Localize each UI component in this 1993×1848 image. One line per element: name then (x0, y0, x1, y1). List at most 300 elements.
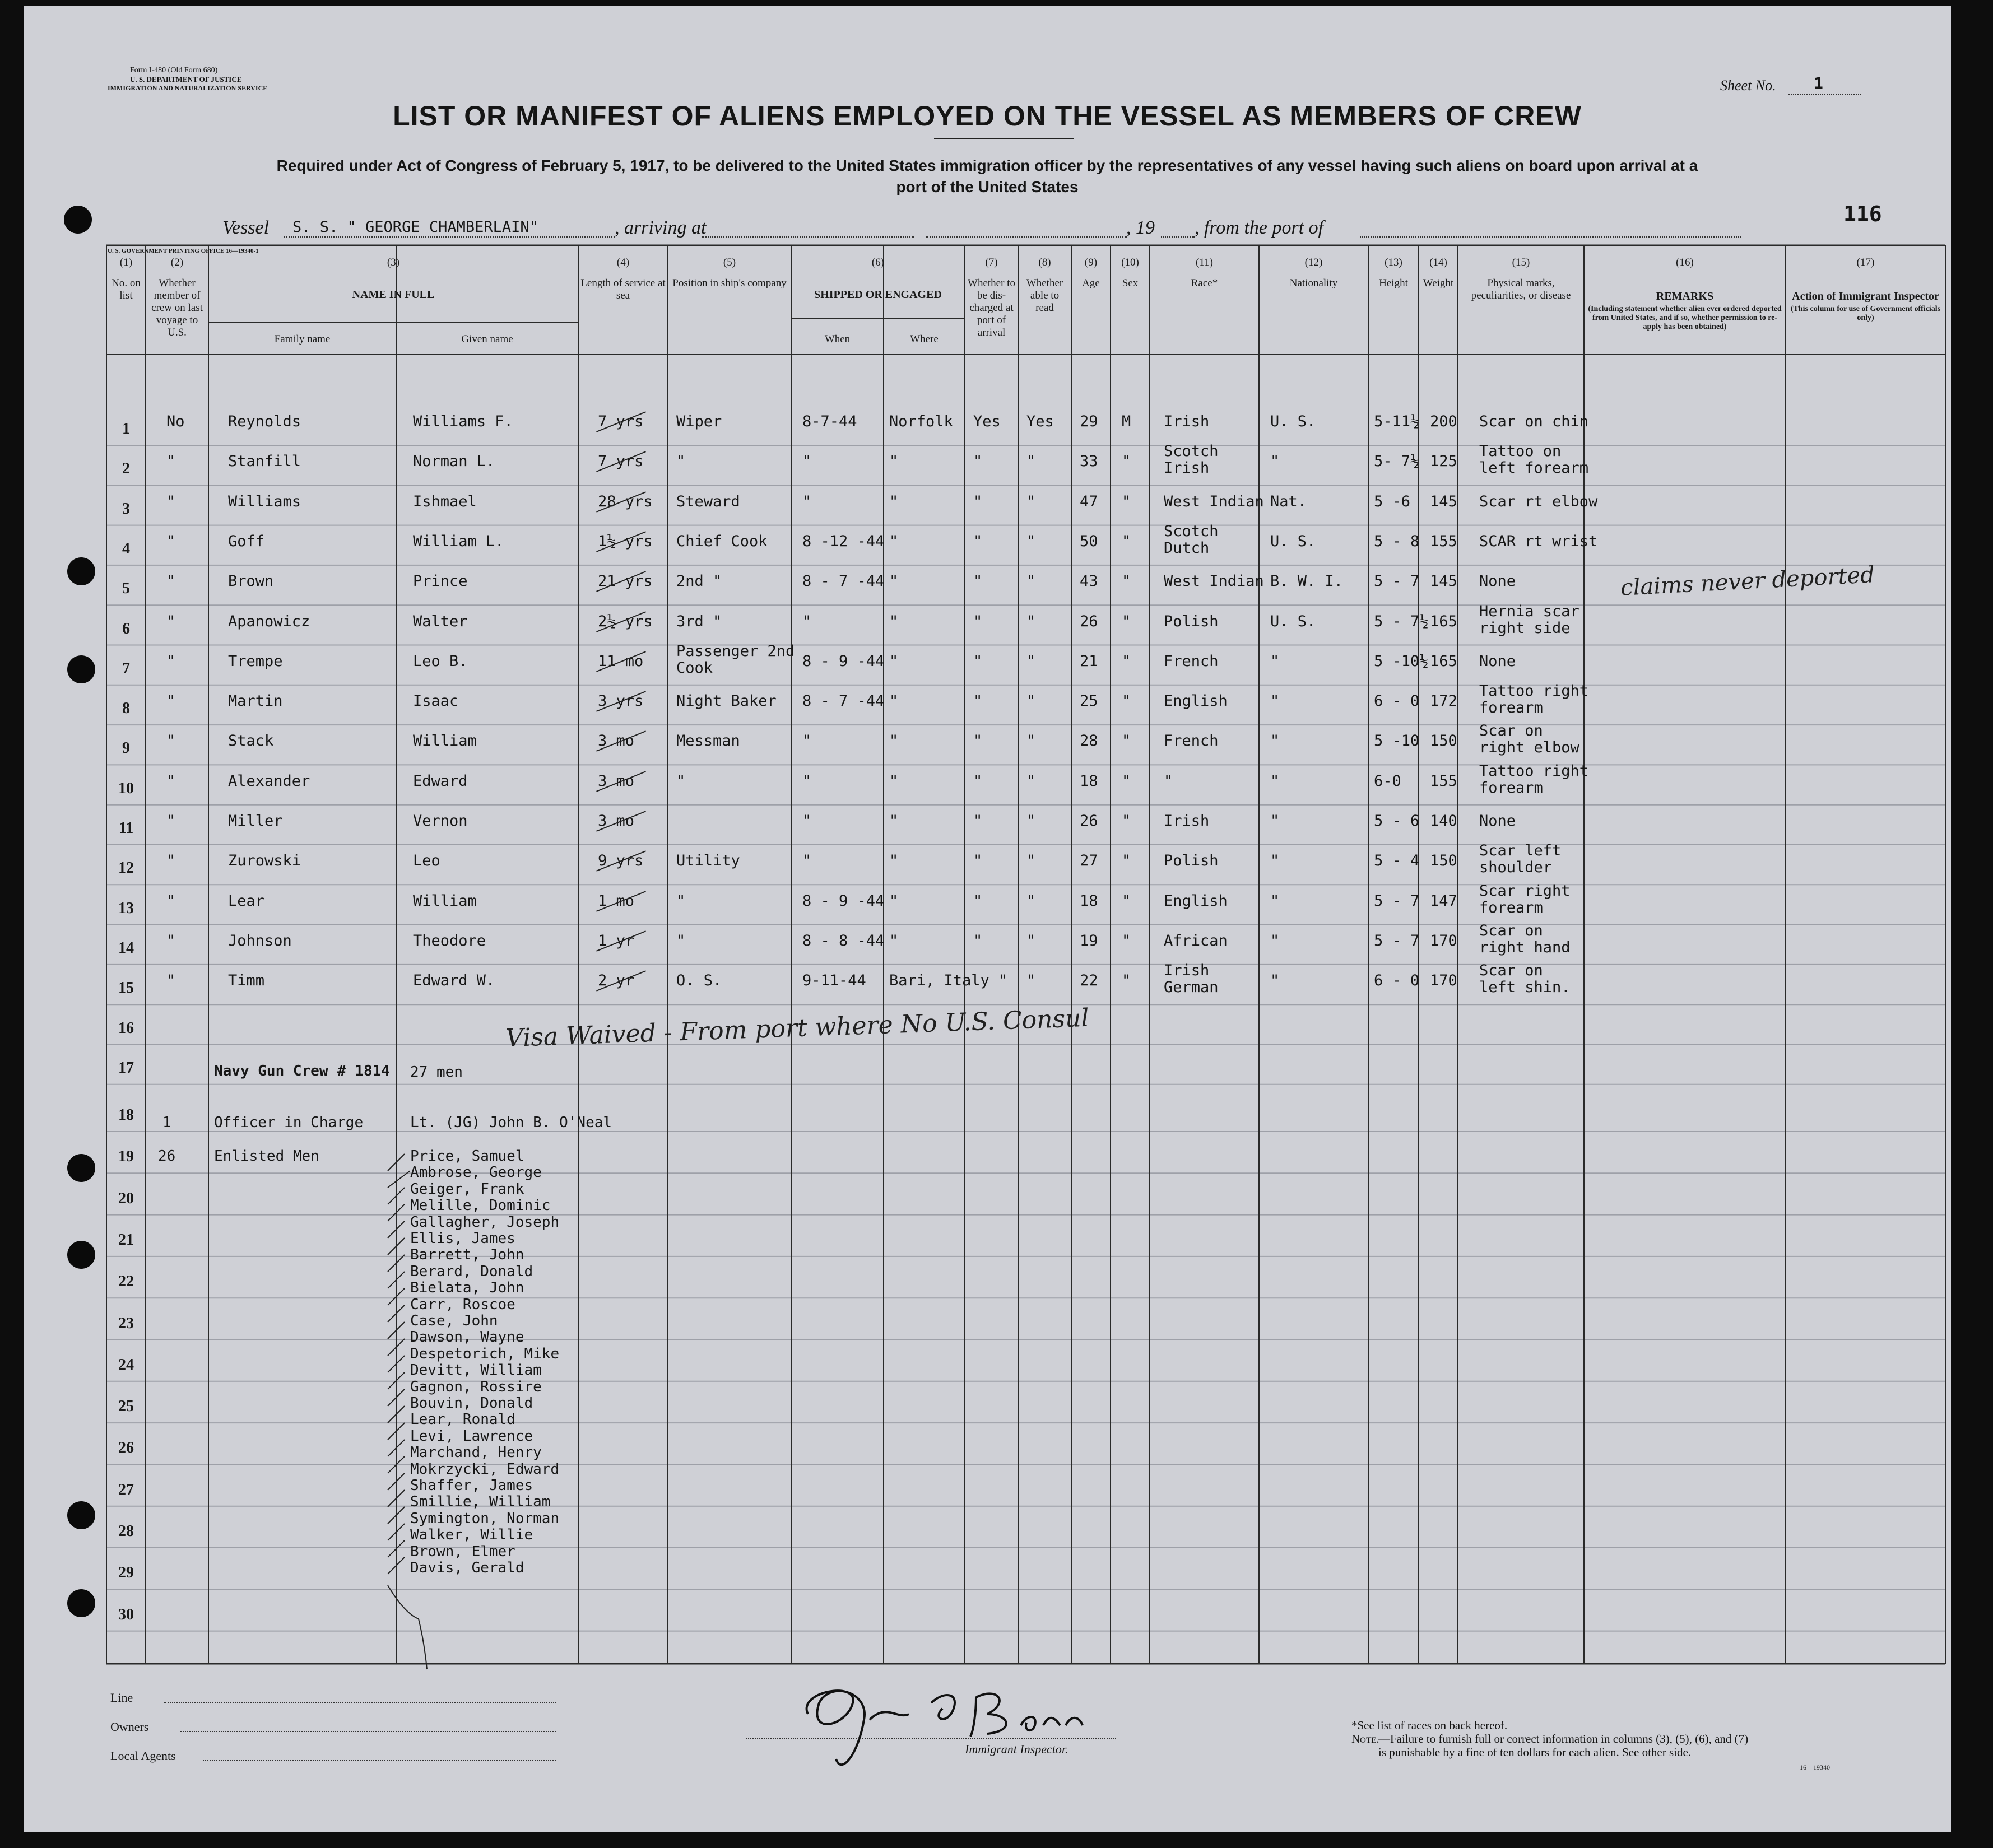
cell-read: " (1026, 932, 1036, 949)
cell-read: " (1026, 652, 1036, 670)
cell-height: 5 - 6 (1374, 812, 1420, 830)
cell-age: 29 (1080, 413, 1098, 430)
cell-family: Timm (228, 972, 265, 990)
column-subheader: When (824, 333, 851, 345)
enlisted-count: 26 (158, 1148, 176, 1165)
cell-weight: 155 (1430, 532, 1457, 550)
cell-when: " (802, 612, 812, 630)
cell-marks (1479, 883, 1571, 916)
cell-discharged: " (973, 892, 983, 910)
cell-family: Williams (228, 492, 301, 510)
owners-field (180, 1731, 556, 1732)
cell-last: " (166, 772, 176, 790)
cell-nationality: " (1270, 812, 1280, 830)
row-number: 12 (118, 859, 134, 877)
cell-age: 50 (1080, 532, 1098, 550)
cell-discharged: " (973, 612, 983, 630)
cell-discharged: Yes (973, 413, 1001, 430)
sheet-label: Sheet No. (1720, 77, 1776, 94)
cell-nationality: Nat. (1270, 492, 1307, 510)
cell-height: 5- 7½ (1374, 453, 1420, 471)
enlisted-name: Case, John (410, 1312, 498, 1329)
cell-family: Brown (228, 572, 274, 590)
cell-line: Tattoo right (1479, 682, 1589, 700)
row-number: 28 (118, 1523, 134, 1540)
year-label: , 19 (1126, 217, 1155, 238)
cell-last: No (166, 413, 185, 430)
cell-read: " (1026, 532, 1036, 550)
cell-age: 28 (1080, 732, 1098, 750)
row-number: 29 (118, 1564, 134, 1582)
cell-family: Goff (228, 532, 265, 550)
line-field (164, 1702, 556, 1703)
cell-age: 33 (1080, 453, 1098, 471)
column-number: (16) (1676, 257, 1694, 268)
row-number: 14 (118, 939, 134, 957)
cell-where: " (889, 692, 899, 710)
column-header: No. on list (112, 277, 141, 301)
cell-sex: " (1122, 453, 1131, 471)
cell-weight: 140 (1430, 812, 1457, 830)
cell-position: 3rd " (676, 612, 722, 630)
cell-nationality: " (1270, 772, 1280, 790)
cell-height: 5-11½ (1374, 413, 1420, 430)
cell-height: 5 - 7 (1374, 932, 1420, 949)
cell-when: " (802, 812, 812, 830)
enlisted-name: Dawson, Wayne (410, 1329, 524, 1346)
cell-nationality: " (1270, 972, 1280, 990)
cell-family: Miller (228, 812, 283, 830)
cell-height: 6 - 0 (1374, 692, 1420, 710)
form-subtitle: Required under Act of Congress of February 5, 1917, to be delivered to the United States immigration officer by the representatives of any vessel having such aliens on board upon arrival at a (276, 157, 1698, 174)
arriving-label: , arriving at (615, 217, 707, 238)
cell-sex: " (1122, 972, 1131, 990)
column-header: Whether able to read (1026, 277, 1063, 314)
cell-race: Irish (1164, 812, 1210, 830)
cell-weight: 170 (1430, 972, 1457, 990)
row-number: 27 (118, 1481, 134, 1498)
cell-weight: 150 (1430, 852, 1457, 870)
column-number: (14) (1429, 257, 1447, 268)
cell-discharged: " (973, 652, 983, 670)
cell-when: 9-11-44 (802, 972, 866, 990)
cell-sex: " (1122, 852, 1131, 870)
cell-nationality: " (1270, 732, 1280, 750)
cell-race: Irish (1164, 413, 1210, 430)
cell-height: 5 - 7 (1374, 892, 1420, 910)
row-number: 8 (122, 700, 130, 718)
cell-family: Zurowski (228, 852, 301, 870)
owners-label: Owners (110, 1720, 149, 1734)
enlisted-name: Lear, Ronald (410, 1411, 515, 1428)
cell-line: Tattoo right (1479, 762, 1589, 780)
cell-line: Irish (1164, 459, 1210, 477)
cell-weight: 170 (1430, 932, 1457, 949)
cell-weight: 155 (1430, 772, 1457, 790)
cell-when: 8 -12 -44 (802, 532, 885, 550)
column-header: Whether to be dis-charged at port of arrival (968, 277, 1015, 338)
cell-where: Norfolk (889, 413, 953, 430)
row-number: 1 (122, 420, 130, 437)
cell-nationality: U. S. (1270, 413, 1316, 430)
cell-line: Scar on (1479, 722, 1543, 740)
cell-last: " (166, 892, 176, 910)
column-number: (5) (723, 257, 736, 268)
cell-nationality: " (1270, 892, 1280, 910)
cell-height: 5 - 4 (1374, 852, 1420, 870)
cell-given: Edward (413, 772, 468, 790)
cell-last: " (166, 692, 176, 710)
cell-service: 7 yrs (598, 453, 644, 471)
cell-given: William (413, 732, 477, 750)
cell-line: Hernia scar (1479, 602, 1579, 620)
note-text-2: is punishable by a fine of ten dollars for each alien. See other side. (1378, 1745, 1692, 1759)
cell-height: 5 -10½ (1374, 652, 1429, 670)
cell-family: Martin (228, 692, 283, 710)
cell-when: " (802, 852, 812, 870)
cell-discharged: " (973, 812, 983, 830)
row-number: 22 (118, 1273, 134, 1291)
enlisted-name: Levi, Lawrence (410, 1427, 533, 1445)
cell-weight: 200 (1430, 413, 1457, 430)
enlisted-name: Despetorich, Mike (410, 1345, 560, 1362)
cell-line: Scar right (1479, 882, 1571, 900)
cell-race: West Indian (1164, 492, 1264, 510)
cell-position: " (676, 932, 686, 949)
cell-age: 19 (1080, 932, 1098, 949)
cell-when: 8 - 9 -44 (802, 892, 885, 910)
printing-office: U. S. GOVERNMENT PRINTING OFFICE 16—19340-1 (108, 248, 259, 254)
column-number: (11) (1196, 257, 1213, 268)
enlisted-name: Price, Samuel (410, 1148, 524, 1165)
cell-height: 6 - 0 (1374, 972, 1420, 990)
cell-race: English (1164, 892, 1228, 910)
officer-count: 1 (162, 1114, 171, 1131)
row-number: 17 (118, 1059, 134, 1077)
cell-read: " (1026, 772, 1036, 790)
enlisted-name: Smillie, William (410, 1493, 551, 1511)
row-number: 9 (122, 739, 130, 757)
cell-service: 2½ yrs (598, 612, 653, 630)
cell-nationality: " (1270, 852, 1280, 870)
cell-read: " (1026, 892, 1036, 910)
enlisted-name: Symington, Norman (410, 1510, 560, 1527)
cell-given: Isaac (413, 692, 459, 710)
cell-read: Yes (1026, 413, 1054, 430)
cell-nationality: U. S. (1270, 612, 1316, 630)
cell-age: 47 (1080, 492, 1098, 510)
cell-marks (1479, 962, 1571, 996)
column-number: (3) (387, 257, 400, 268)
row-number: 13 (118, 899, 134, 917)
cell-weight: 125 (1430, 453, 1457, 471)
cell-sex: " (1122, 732, 1131, 750)
column-number: (13) (1385, 257, 1402, 268)
cell-line: Scar left (1479, 842, 1562, 860)
cell-when: " (802, 732, 812, 750)
cell-where: " (889, 812, 899, 830)
cell-line: Scotch (1164, 522, 1219, 540)
cell-marks: None (1479, 572, 1516, 590)
row-number: 2 (122, 460, 130, 478)
cell-position: Steward (676, 492, 740, 510)
cell-when: " (802, 492, 812, 510)
department: U. S. DEPARTMENT OF JUSTICE (130, 75, 242, 83)
cell-weight: 165 (1430, 612, 1457, 630)
column-note: (This column for use of Government officials only) (1790, 305, 1941, 322)
cell-position: Wiper (676, 413, 722, 430)
cell-sex: " (1122, 692, 1131, 710)
column-header: Physical marks, peculiarities, or disease (1471, 277, 1571, 301)
cell-age: 21 (1080, 652, 1098, 670)
cell-family: Apanowicz (228, 612, 310, 630)
column-header: Race* (1191, 277, 1218, 289)
cell-sex: " (1122, 572, 1131, 590)
column-subheader: Where (910, 333, 939, 345)
cell-marks (1479, 683, 1588, 716)
cell-last: " (166, 972, 176, 990)
enlisted-name: Geiger, Frank (410, 1180, 524, 1198)
cell-service: 9 yrs (598, 852, 644, 870)
column-number: (2) (170, 257, 184, 268)
cell-given: Walter (413, 612, 468, 630)
cell-given: Williams F. (413, 413, 513, 430)
form-subtitle-2: port of the United States (896, 178, 1079, 195)
enlisted-name: Bielata, John (410, 1279, 524, 1297)
cell-last: " (166, 612, 176, 630)
row-number: 26 (118, 1439, 134, 1457)
cell-position: Messman (676, 732, 740, 750)
column-number: (9) (1084, 257, 1098, 268)
cell-sex: " (1122, 492, 1131, 510)
cell-read: " (1026, 453, 1036, 471)
cell-given: Theodore (413, 932, 486, 949)
cell-service: 11 mo (598, 652, 644, 670)
cell-marks: None (1479, 652, 1516, 670)
note-star: *See list of races on back hereof. (1351, 1719, 1508, 1732)
cell-service: 3 mo (598, 732, 635, 750)
cell-height: 6-0 (1374, 772, 1401, 790)
cell-sex: M (1122, 413, 1131, 430)
cell-age: 43 (1080, 572, 1098, 590)
cell-service: 1 mo (598, 892, 635, 910)
cell-height: 5 -6 (1374, 492, 1411, 510)
cell-family: Stack (228, 732, 274, 750)
service-name: IMMIGRATION AND NATURALIZATION SERVICE (108, 84, 268, 92)
cell-line: left shin. (1479, 979, 1571, 997)
cell-last: " (166, 812, 176, 830)
cell-where: " (889, 772, 899, 790)
cell-line: Passenger 2nd (676, 642, 795, 660)
cell-discharged: " (973, 453, 983, 471)
cell-read: " (1026, 492, 1036, 510)
row-number: 5 (122, 580, 130, 598)
note-label: Note. (1351, 1732, 1379, 1745)
cell-marks: Scar on chin (1479, 413, 1589, 430)
column-header: SHIPPED OR ENGAGED (814, 288, 942, 301)
column-header: Height (1379, 277, 1408, 289)
cell-age: 26 (1080, 812, 1098, 830)
cell-marks (1479, 763, 1588, 797)
cell-given: Prince (413, 572, 468, 590)
cell-discharged: " (973, 732, 983, 750)
cell-service: 28 yrs (598, 492, 653, 510)
row-number: 19 (118, 1148, 134, 1166)
cell-weight: 145 (1430, 492, 1457, 510)
cell-service: 7 yrs (598, 413, 644, 430)
cell-position: 2nd " (676, 572, 722, 590)
row-number: 6 (122, 620, 130, 637)
cell-family: Lear (228, 892, 265, 910)
cell-when: 8 - 7 -44 (802, 572, 885, 590)
row-number: 4 (122, 539, 130, 557)
cell-where: " (889, 612, 899, 630)
signature-line (746, 1738, 1116, 1739)
cell-line: shoulder (1479, 859, 1553, 877)
cell-discharged: " (973, 572, 983, 590)
cell-where: " (889, 572, 899, 590)
row-number: 25 (118, 1398, 134, 1416)
enlisted-bracket (371, 1148, 505, 1675)
cell-read: " (1026, 692, 1036, 710)
cell-given: William L. (413, 532, 504, 550)
column-number: (17) (1856, 257, 1875, 268)
cell-sex: " (1122, 772, 1131, 790)
cell-age: 22 (1080, 972, 1098, 990)
cell-last: " (166, 453, 176, 471)
cell-sex: " (1122, 892, 1131, 910)
row-number: 11 (118, 820, 134, 837)
enlisted-name: Barrett, John (410, 1246, 524, 1264)
cell-where: " (889, 892, 899, 910)
cell-discharged: " (973, 852, 983, 870)
handwritten-remark: claims never deported (1620, 562, 1875, 601)
column-number: (1) (119, 257, 133, 268)
from-port-label: , from the port of (1195, 217, 1324, 238)
enlisted-name: Brown, Elmer (410, 1543, 515, 1560)
cell-race: English (1164, 692, 1228, 710)
sheet-value: 1 (1814, 74, 1823, 92)
cell-age: 27 (1080, 852, 1098, 870)
cell-where: " (889, 492, 899, 510)
cell-position: " (676, 892, 686, 910)
cell-position: Night Baker (676, 692, 777, 710)
column-header: Whether member of crew on last voyage to U.S. (151, 277, 203, 338)
cell-given: William (413, 892, 477, 910)
column-header: REMARKS (1656, 290, 1714, 302)
enlisted-name: Mokrzycki, Edward (410, 1460, 560, 1478)
cell-marks (1479, 603, 1579, 637)
cell-family: Stanfill (228, 453, 301, 471)
cell-weight: 145 (1430, 572, 1457, 590)
enlisted-name: Gallagher, Joseph (410, 1213, 560, 1231)
cell-race: French (1164, 732, 1219, 750)
cell-given: Vernon (413, 812, 468, 830)
cell-nationality: " (1270, 652, 1280, 670)
column-subheader: Family name (274, 333, 331, 345)
enlisted-name: Ambrose, George (410, 1164, 542, 1181)
cell-sex: " (1122, 932, 1131, 949)
cell-nationality: " (1270, 692, 1280, 710)
row-number: 23 (118, 1314, 134, 1332)
column-number: (10) (1121, 257, 1139, 268)
cell-family: Reynolds (228, 413, 301, 430)
cell-where: " (889, 932, 899, 949)
vessel-label: Vessel (222, 217, 270, 238)
cell-line: forearm (1479, 699, 1543, 717)
inspector-label: Immigrant Inspector. (965, 1742, 1068, 1756)
cell-family: Johnson (228, 932, 292, 949)
cell-given: Leo (413, 852, 440, 870)
cell-race (1164, 523, 1219, 557)
navy-crew-size: 27 men (410, 1064, 463, 1081)
enlisted-name: Carr, Roscoe (410, 1296, 515, 1313)
column-number: (7) (985, 257, 998, 268)
column-header: Weight (1423, 277, 1454, 289)
cell-when: 8 - 7 -44 (802, 692, 885, 710)
enlisted-name: Walker, Willie (410, 1526, 533, 1544)
row-number: 10 (118, 779, 134, 797)
cell-service: 3 mo (598, 772, 635, 790)
cell-read: " (1026, 812, 1036, 830)
row-number: 15 (118, 979, 134, 997)
page-number: 116 (1843, 202, 1882, 226)
cell-line: Cook (676, 659, 713, 677)
row-number: 3 (122, 500, 130, 518)
cell-when: " (802, 772, 812, 790)
column-header: Position in ship's company (672, 277, 787, 289)
cell-line: Dutch (1164, 539, 1210, 557)
cell-read: " (1026, 612, 1036, 630)
vessel-value: S. S. " GEORGE CHAMBERLAIN" (292, 218, 538, 236)
cell-marks: SCAR rt wrist (1479, 532, 1598, 550)
cell-discharged: " (973, 692, 983, 710)
cell-family: Alexander (228, 772, 310, 790)
cell-position: " (676, 453, 686, 471)
cell-service: 3 mo (598, 812, 635, 830)
enlisted-name: Berard, Donald (410, 1263, 533, 1280)
cell-marks (1479, 443, 1588, 477)
column-header: Age (1082, 277, 1100, 289)
cell-line: Scotch (1164, 443, 1219, 460)
cell-age: 18 (1080, 892, 1098, 910)
cell-line: right elbow (1479, 739, 1579, 757)
enlisted-name: Davis, Gerald (410, 1560, 524, 1576)
cell-last: " (166, 852, 176, 870)
cell-where: " (889, 532, 899, 550)
form-number: Form I-480 (Old Form 680) (130, 66, 218, 75)
column-number: (8) (1038, 257, 1051, 268)
column-header: Action of Immigrant Inspector (1792, 290, 1939, 302)
cell-nationality: " (1270, 453, 1280, 471)
cell-given: Norman L. (413, 453, 495, 471)
cell-last: " (166, 532, 176, 550)
cell-last: " (166, 732, 176, 750)
cell-line: forearm (1479, 779, 1543, 797)
cell-race (1164, 443, 1219, 477)
row-number: 16 (118, 1019, 134, 1037)
cell-line: Scar on (1479, 921, 1543, 939)
cell-line: right hand (1479, 938, 1571, 956)
column-number: (6) (871, 257, 885, 268)
column-header: Nationality (1289, 277, 1338, 289)
row-number: 7 (122, 659, 130, 677)
cell-sex: " (1122, 652, 1131, 670)
cell-where: " (889, 852, 899, 870)
cell-age: 18 (1080, 772, 1098, 790)
cell-discharged: " (973, 532, 983, 550)
column-number: (4) (616, 257, 630, 268)
